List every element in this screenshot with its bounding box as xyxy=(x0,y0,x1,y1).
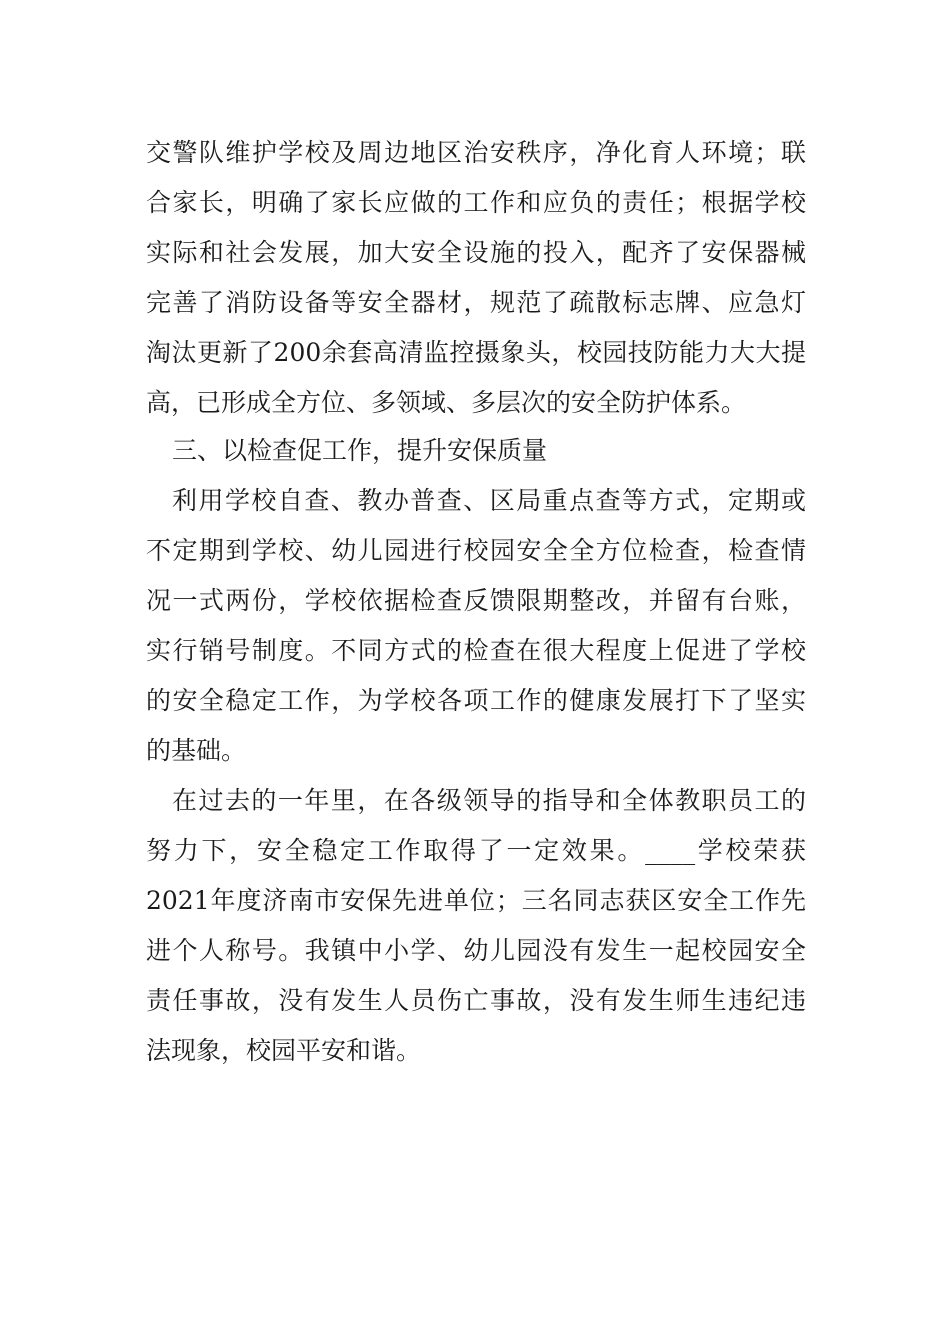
text-line: 合家长，明确了家长应做的工作和应负的责任；根据学校 xyxy=(146,188,806,217)
text-line: 实行销号制度。不同方式的检查在很大程度上促进了学校 xyxy=(146,636,806,665)
text-line: 努力下，安全稳定工作取得了一定效果。____学校荣获 xyxy=(146,836,806,865)
text-line: 利用学校自查、教办普查、区局重点查等方式，定期或 xyxy=(172,486,806,515)
text-line: 高，已形成全方位、多领域、多层次的安全防护体系。 xyxy=(146,388,747,417)
text-line: 不定期到学校、幼儿园进行校园安全全方位检查，检查情 xyxy=(146,536,806,565)
text-line: 进个人称号。我镇中小学、幼儿园没有发生一起校园安全 xyxy=(146,936,806,965)
text-line: 的基础。 xyxy=(146,736,247,765)
text-line: 责任事故，没有发生人员伤亡事故，没有发生师生违纪违 xyxy=(146,986,806,1015)
text-line: 的安全稳定工作，为学校各项工作的健康发展打下了坚实 xyxy=(146,686,806,715)
text-line: 2021年度济南市安保先进单位；三名同志获区安全工作先 xyxy=(146,886,806,915)
text-line: 实际和社会发展，加大安全设施的投入，配齐了安保器械 xyxy=(146,238,806,267)
text-line: 交警队维护学校及周边地区治安秩序，净化育人环境；联 xyxy=(146,138,806,167)
text-line: 完善了消防设备等安全器材，规范了疏散标志牌、应急灯 xyxy=(146,288,806,317)
text-line: 法现象，校园平安和谐。 xyxy=(146,1036,422,1065)
section-heading: 三、以检查促工作，提升安保质量 xyxy=(172,436,548,465)
text-line: 况一式两份，学校依据检查反馈限期整改，并留有台账， xyxy=(146,586,806,615)
text-line: 在过去的一年里，在各级领导的指导和全体教职员工的 xyxy=(172,786,806,815)
text-line: 淘汰更新了200余套高清监控摄象头，校园技防能力大大提 xyxy=(146,338,806,367)
